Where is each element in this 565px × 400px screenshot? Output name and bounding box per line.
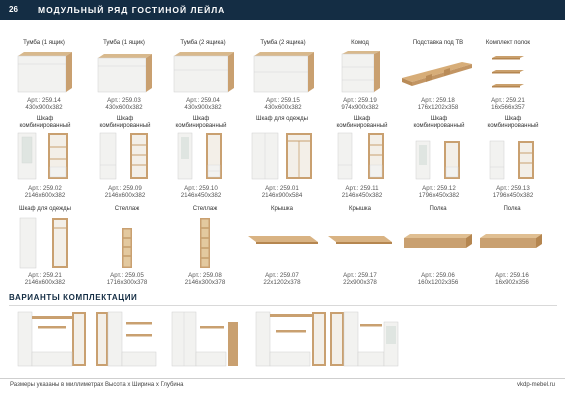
product-item bbox=[398, 40, 478, 110]
product-dimensions: 2146х450х382 bbox=[180, 192, 222, 199]
product-title: Стеллаж bbox=[192, 206, 218, 212]
product-subtitle: комбинированный bbox=[175, 123, 227, 129]
product-item bbox=[92, 206, 162, 288]
product-article: Арт.: 259.07 bbox=[265, 272, 299, 279]
product-article: Арт.: 259.16 bbox=[495, 272, 529, 279]
product-article: Арт.: 259.06 bbox=[421, 272, 455, 279]
product-item bbox=[244, 206, 320, 288]
combo-cabinet-image bbox=[482, 131, 544, 181]
product-dimensions: 176х1202х358 bbox=[417, 104, 459, 111]
product-title: Шкаф bbox=[116, 116, 134, 122]
footer-divider bbox=[0, 378, 565, 379]
product-article: Арт.: 259.03 bbox=[107, 97, 141, 104]
product-title: Шкаф bbox=[353, 116, 371, 122]
product-dimensions: 22х1202х378 bbox=[263, 279, 301, 286]
page-header bbox=[0, 0, 565, 20]
product-title: Тумба (1 ящик) bbox=[23, 40, 65, 46]
wardrobe-image bbox=[248, 131, 316, 181]
combo-cabinet-image bbox=[170, 131, 232, 181]
product-dimensions: 1716х300х378 bbox=[106, 279, 148, 286]
product-article: Арт.: 259.09 bbox=[108, 185, 142, 192]
product-item bbox=[170, 40, 236, 110]
shelf-image bbox=[474, 224, 550, 258]
product-dimensions: 974х900х382 bbox=[341, 104, 379, 111]
configuration-variant bbox=[328, 308, 400, 370]
product-dimensions: 2146х600х382 bbox=[24, 279, 66, 286]
tv-stand-image bbox=[398, 54, 478, 94]
dimensions-note: Размеры указаны в миллиметрах Высота х Ширина х Глубина bbox=[10, 382, 184, 388]
configuration-variant bbox=[170, 308, 242, 370]
product-article: Арт.: 259.08 bbox=[188, 272, 222, 279]
product-dimensions: 2146х600х382 bbox=[104, 192, 146, 199]
product-dimensions: 2146х600х382 bbox=[24, 192, 66, 199]
website-link[interactable]: vkdp-mebel.ru bbox=[516, 382, 555, 388]
product-article: Арт.: 259.10 bbox=[184, 185, 218, 192]
product-title: Шкаф bbox=[430, 116, 448, 122]
product-article: Арт.: 259.15 bbox=[266, 97, 300, 104]
product-item bbox=[250, 40, 316, 110]
configuration-variant bbox=[94, 308, 158, 370]
page-number: 26 bbox=[9, 5, 18, 14]
configuration-variant bbox=[16, 308, 88, 370]
page-title: МОДУЛЬНЫЙ РЯД ГОСТИНОЙ ЛЕЙЛА bbox=[38, 5, 226, 15]
product-dimensions: 16х902х356 bbox=[495, 279, 529, 286]
product-title: Крышка bbox=[270, 206, 294, 212]
product-dimensions: 1796х450х382 bbox=[492, 192, 534, 199]
product-dimensions: 160х1202х356 bbox=[417, 279, 459, 286]
product-subtitle: комбинированный bbox=[413, 123, 465, 129]
combo-cabinet-image bbox=[14, 131, 76, 181]
product-article: Арт.: 259.14 bbox=[27, 97, 61, 104]
product-title: Подставка под ТВ bbox=[412, 40, 464, 46]
product-subtitle: комбинированный bbox=[99, 123, 151, 129]
product-item bbox=[170, 206, 240, 288]
product-title: Крышка bbox=[348, 206, 372, 212]
product-article: Арт.: 259.05 bbox=[110, 272, 144, 279]
product-item bbox=[90, 116, 160, 200]
product-title: Тумба (2 ящика) bbox=[260, 40, 306, 46]
cabinet-image bbox=[94, 50, 154, 94]
combo-cabinet-image bbox=[408, 131, 470, 181]
combo-cabinet-image bbox=[94, 131, 156, 181]
product-article: Арт.: 259.21 bbox=[491, 97, 525, 104]
product-dimensions: 22х900х378 bbox=[343, 279, 377, 286]
product-item bbox=[404, 116, 474, 200]
product-item bbox=[10, 206, 80, 288]
product-dimensions: 430х600х382 bbox=[264, 104, 302, 111]
product-title: Тумба (2 ящика) bbox=[180, 40, 226, 46]
product-article: Арт.: 259.21 bbox=[28, 272, 62, 279]
product-item bbox=[334, 40, 386, 110]
top-panel-image bbox=[322, 226, 398, 256]
bookcase-image bbox=[174, 216, 236, 272]
product-title: Стеллаж bbox=[114, 206, 140, 212]
product-title: Шкаф bbox=[36, 116, 54, 122]
product-dimensions: 16х566х357 bbox=[491, 104, 525, 111]
configuration-variant bbox=[254, 308, 330, 370]
product-dimensions: 2146х900х584 bbox=[261, 192, 303, 199]
product-article: Арт.: 259.18 bbox=[421, 97, 455, 104]
wardrobe-image bbox=[14, 216, 76, 272]
product-title: Шкаф для одежды bbox=[19, 206, 71, 212]
cabinet-image bbox=[14, 50, 74, 94]
product-article: Арт.: 259.19 bbox=[343, 97, 377, 104]
product-article: Арт.: 259.11 bbox=[345, 185, 379, 192]
top-panel-image bbox=[244, 226, 320, 256]
product-item bbox=[400, 206, 476, 288]
product-dimensions: 430х900х382 bbox=[184, 104, 222, 111]
product-dimensions: 2146х450х382 bbox=[341, 192, 383, 199]
product-item bbox=[10, 116, 80, 200]
product-item bbox=[94, 40, 154, 110]
product-title: Тумба (1 ящик) bbox=[103, 40, 145, 46]
product-article: Арт.: 259.01 bbox=[265, 185, 299, 192]
bookcase-image bbox=[96, 216, 158, 272]
product-subtitle: комбинированный bbox=[336, 123, 388, 129]
product-dimensions: 2146х300х378 bbox=[184, 279, 226, 286]
product-article: Арт.: 259.04 bbox=[186, 97, 220, 104]
divider bbox=[9, 305, 557, 306]
product-dimensions: 430х900х382 bbox=[25, 104, 63, 111]
product-article: Арт.: 259.02 bbox=[28, 185, 62, 192]
section-title: ВАРИАНТЫ КОМПЛЕКТАЦИИ bbox=[9, 293, 138, 302]
product-subtitle: комбинированный bbox=[19, 123, 71, 129]
product-subtitle: комбинированный bbox=[487, 123, 539, 129]
cabinet-image bbox=[170, 50, 236, 94]
product-title: Полка bbox=[429, 206, 447, 212]
product-title: Шкаф bbox=[504, 116, 522, 122]
product-item bbox=[166, 116, 236, 200]
product-item bbox=[480, 40, 536, 110]
product-dimensions: 1796х450х382 bbox=[418, 192, 460, 199]
shelf-set-image bbox=[490, 54, 526, 94]
shelf-image bbox=[400, 224, 476, 258]
product-item bbox=[244, 116, 320, 200]
product-item bbox=[324, 116, 400, 200]
product-article: Арт.: 259.17 bbox=[343, 272, 377, 279]
product-title: Шкаф для одежды bbox=[256, 116, 308, 122]
product-item bbox=[478, 116, 548, 200]
product-title: Комод bbox=[351, 40, 369, 46]
product-title: Полка bbox=[503, 206, 521, 212]
product-item bbox=[474, 206, 550, 288]
product-article: Арт.: 259.12 bbox=[422, 185, 456, 192]
product-item bbox=[322, 206, 398, 288]
dresser-image bbox=[338, 50, 382, 94]
cabinet-image bbox=[250, 50, 316, 94]
combo-cabinet-image bbox=[328, 131, 396, 181]
product-title: Комплект полок bbox=[485, 40, 531, 46]
product-item bbox=[14, 40, 74, 110]
product-article: Арт.: 259.13 bbox=[496, 185, 530, 192]
product-title: Шкаф bbox=[192, 116, 210, 122]
product-dimensions: 430х600х382 bbox=[105, 104, 143, 111]
